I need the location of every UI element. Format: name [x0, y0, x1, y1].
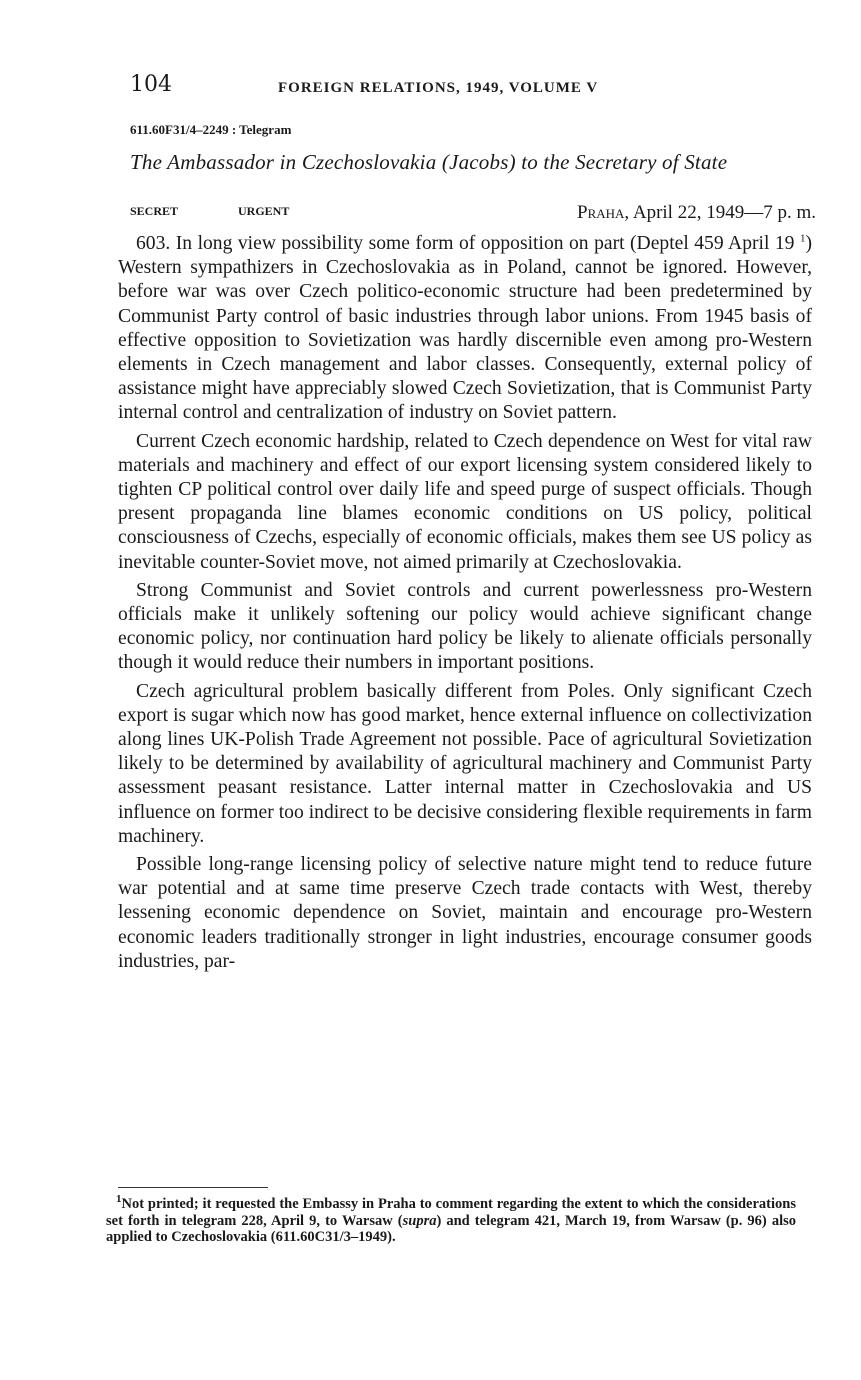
paragraph-1	[118, 232, 812, 426]
volume-title: FOREIGN RELATIONS, 1949, VOLUME V	[278, 80, 599, 96]
paragraph-5: Possible long-range licensing policy of selective nature might tend to reduce future war potential and at same time preserve Czech trade contacts with West, thereby lessening economic dependence on Soviet, maintain and encourage pro-Western economic leaders traditionally stronger in light industries, encourage consumer goods industries, par-	[118, 854, 812, 972]
footnote-text-b: ) and telegram 421, March 19, from Warsaw (p. 96) also applied to Czechoslovakia (611.60C31/3–1949).	[106, 1212, 796, 1245]
footnote-divider	[118, 1187, 268, 1188]
classification-line	[130, 202, 820, 232]
footnote-supra: supra	[402, 1212, 437, 1229]
paragraph-4: Czech agricultural problem basically different from Poles. Only significant Czech export is sugar which now has good market, hence external influence on collectivization along lines UK-Polish Trade Agreement not possible. Pace of agricultural Sovietization likely to be determined by availability of agricultural machinery and Communist Party assessment peasant resistance. Latter internal matter in Czechoslovakia and US influence on former too indirect to be decisive considering flexible requirements in farm machinery.	[118, 680, 812, 847]
paragraph-1-text-a: 603. In long view possibility some form of opposition on part (Deptel 459 April 19	[136, 233, 795, 254]
footnote	[106, 1193, 796, 1246]
dateline-place: Praha,	[577, 202, 630, 223]
dateline-date: April 22, 1949—7 p. m.	[629, 202, 816, 223]
footnote-marker: 1	[116, 1193, 122, 1206]
footnote-1	[106, 1193, 796, 1246]
priority-urgent: URGENT	[238, 204, 290, 218]
document-heading: The Ambassador in Czechoslovakia (Jacobs) to the Secretary of State	[130, 150, 728, 174]
footnote-reference: 1	[799, 232, 806, 245]
telegram-body	[118, 232, 812, 978]
paragraph-1-text-b: ) Western sympathizers in Czechoslovakia as in Poland, cannot be ignored. However, before war was over Czech politico-economic structure had been predetermined by Communist Party control of basic industries through labor unions. From 1945 basis of effective opposition to Sovietization was hardly discernible even among pro-Western elements in Czech management and labor classes. Consequently, external policy of assistance might have appreciably slowed Czech Sovietization, that is Communist Party internal control and centralization of industry on Soviet pattern.	[118, 233, 812, 424]
file-reference: 611.60F31/4–2249 : Telegram	[130, 122, 292, 137]
footnote-text-a: Not printed; it requested the Embassy in Praha to comment regarding the extent to which the considerations set forth in telegram 228, April 9, to Warsaw (	[106, 1196, 796, 1229]
page-number: 104	[130, 72, 172, 97]
running-header	[130, 72, 820, 102]
dateline	[577, 202, 816, 224]
paragraph-3: Strong Communist and Soviet controls and current powerlessness pro-Western officials make it unlikely softening our policy would achieve significant change economic policy, nor continuation hard policy be likely to alienate officials personally though it would reduce their numbers in important positions.	[118, 579, 812, 674]
paragraph-2: Current Czech economic hardship, related to Czech dependence on West for vital raw materials and machinery and effect of our export licensing system considered likely to tighten CP political control over daily life and speed purge of suspect officials. Though present propaganda line blames economic conditions on US policy, political consciousness of Czechs, especially of economic officials, makes them see US policy as inevitable counter-Soviet move, not aimed primarily at Czechoslovakia.	[118, 430, 812, 573]
classification-secret: SECRET	[130, 204, 179, 218]
